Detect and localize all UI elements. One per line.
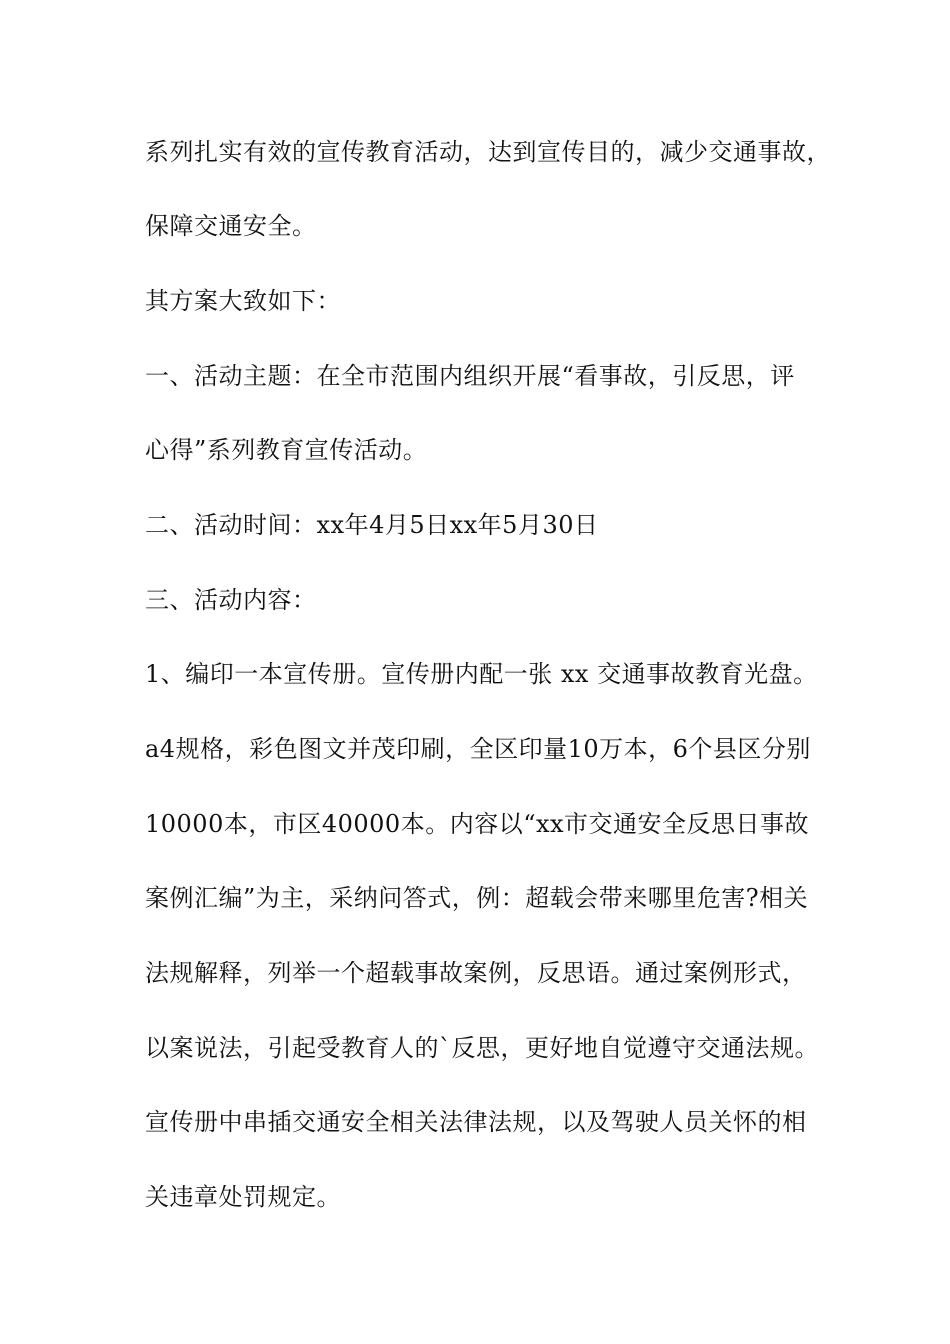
text-line: 一、活动主题：在全市范围内组织开展“看事故，引反思，评: [145, 362, 795, 390]
text-line: 以案说法，引起受教育人的`反思，更好地自觉遵守交通法规。: [145, 1034, 819, 1062]
text-line: 三、活动内容：: [145, 586, 317, 614]
text-line: 宣传册中串插交通安全相关法律法规，以及驾驶人员关怀的相: [145, 1108, 807, 1136]
text-line: 其方案大致如下：: [145, 287, 341, 315]
text-line: 二、活动时间：xx年4月5日xx年5月30日: [145, 511, 599, 539]
text-line: 系列扎实有效的宣传教育活动，达到宣传目的，减少交通事故，: [145, 138, 831, 166]
text-line: 10000本，市区40000本。内容以“xx市交通安全反思日事故: [145, 810, 810, 838]
text-line: 案例汇编”为主，采纳问答式，例：超载会带来哪里危害?相关: [145, 884, 809, 912]
text-line: a4规格，彩色图文并茂印刷，全区印量10万本，6个县区分别: [145, 735, 811, 763]
text-line: 保障交通安全。: [145, 212, 317, 240]
text-line: 关违章处罚规定。: [145, 1183, 341, 1211]
text-line: 法规解释，列举一个超载事故案例，反思语。通过案例形式，: [145, 959, 807, 987]
text-line: 1、编印一本宣传册。宣传册内配一张 xx 交通事故教育光盘。: [145, 660, 818, 688]
text-line: 心得”系列教育宣传活动。: [145, 436, 428, 464]
